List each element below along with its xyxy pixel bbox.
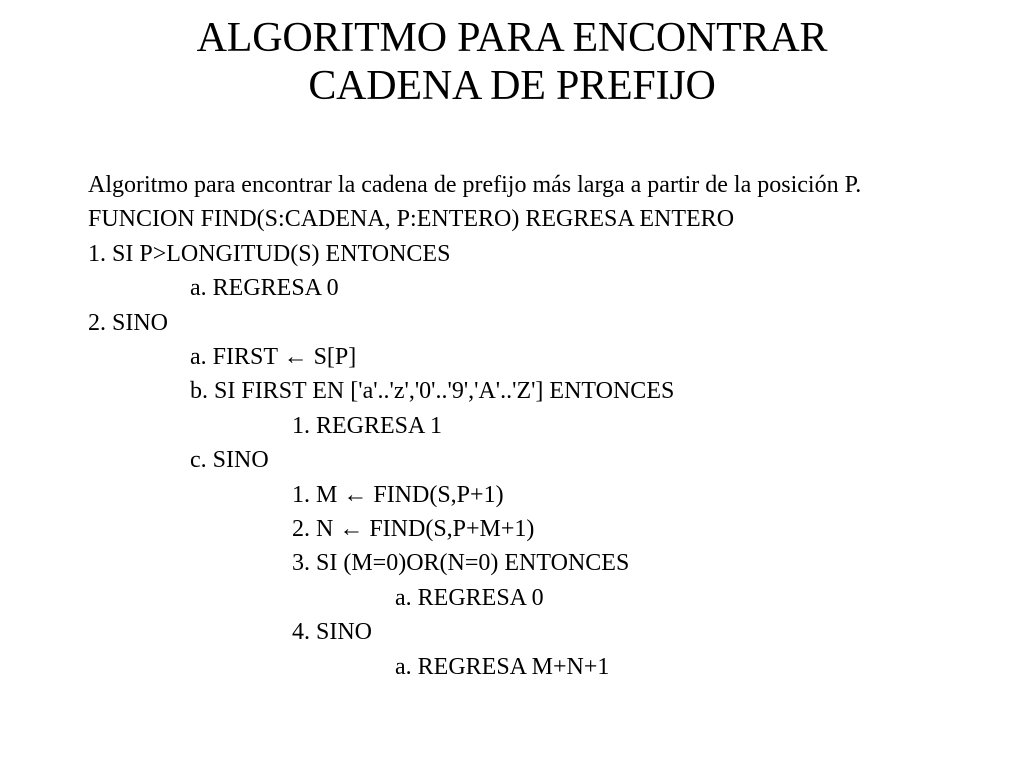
- step-2c4a-return: a. REGRESA M+N+1: [395, 653, 610, 680]
- step-2c-else: c. SINO: [190, 447, 269, 474]
- slide-title: [0, 14, 1024, 110]
- intro-paragraph: Algoritmo para encontrar la cadena de prefijo más larga a partir de la posición P.: [88, 172, 862, 198]
- step-2c3a-return: a. REGRESA 0: [395, 584, 544, 611]
- step-2c1-assign-m: 1. M ← FIND(S,P+1): [292, 481, 504, 508]
- function-signature: FUNCION FIND(S:CADENA, P:ENTERO) REGRESA ENTERO: [88, 206, 735, 233]
- step-2a-assign-first: a. FIRST ← S[P]: [190, 344, 357, 371]
- step-1a-return: a. REGRESA 0: [190, 275, 339, 302]
- step-2b-condition: b. SI FIRST EN ['a'..'z','0'..'9','A'..'Z'] ENTONCES: [190, 378, 675, 405]
- step-1-condition: 1. SI P>LONGITUD(S) ENTONCES: [88, 240, 451, 267]
- slide-body: [88, 168, 946, 684]
- step-2b1-return: 1. REGRESA 1: [292, 412, 443, 439]
- step-2c4-else: 4. SINO: [292, 619, 373, 646]
- slide-title-line-1: ALGORITMO PARA ENCONTRAR: [196, 15, 828, 61]
- step-2-else: 2. SINO: [88, 309, 169, 336]
- slide-title-line-2: CADENA DE PREFIJO: [308, 63, 716, 109]
- step-2c2-assign-n: 2. N ← FIND(S,P+M+1): [292, 516, 535, 543]
- step-2c3-condition: 3. SI (M=0)OR(N=0) ENTONCES: [292, 550, 630, 577]
